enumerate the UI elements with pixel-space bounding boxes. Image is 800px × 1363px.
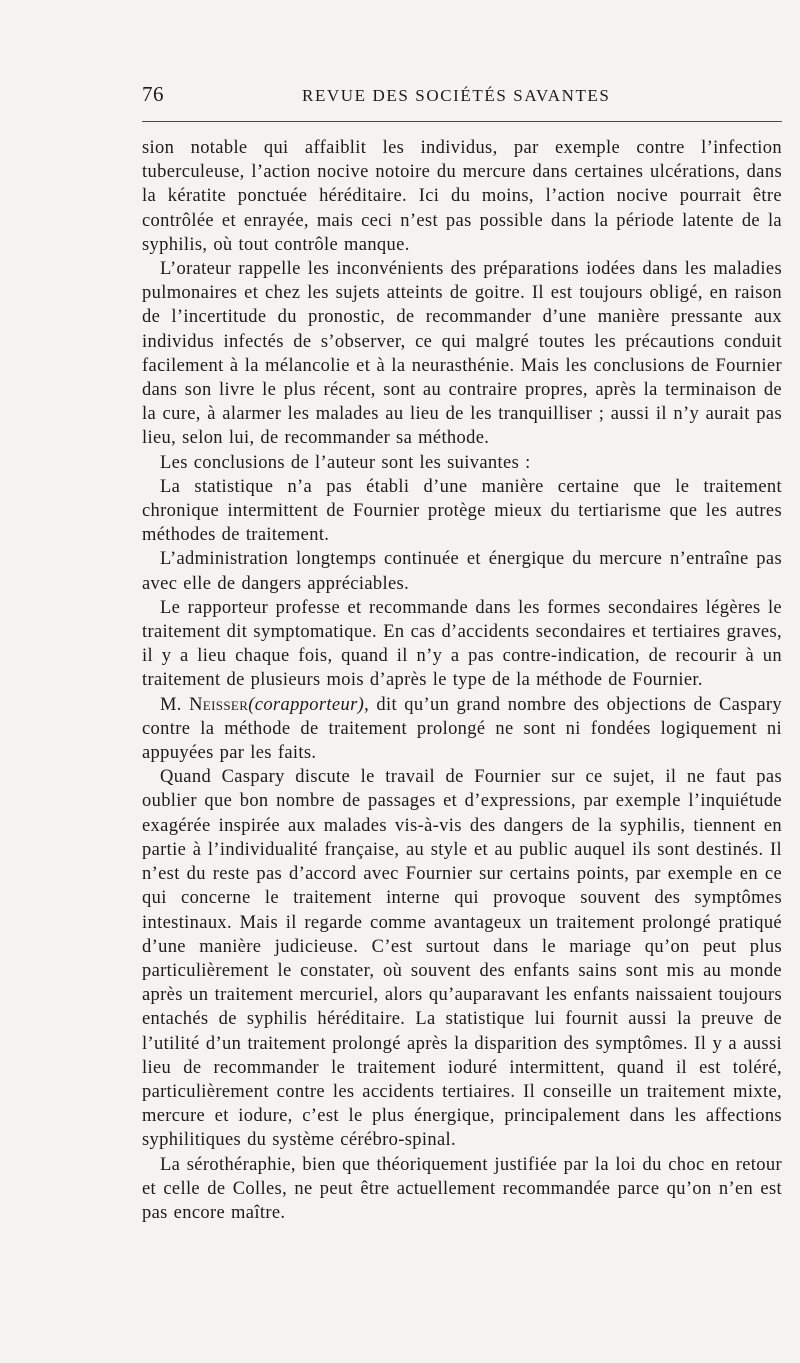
running-head: REVUE DES SOCIÉTÉS SAVANTES [302, 86, 611, 105]
paragraph-7-text: , dit qu’un grand nombre des objections de Caspary contre la méthode de traitement prolongé ne sont ni fondées logiquement ni appuyées par les faits. [142, 694, 783, 764]
paragraph-2: L’orateur rappelle les inconvénients des préparations iodées dans les maladies pulmonaires et chez les sujets atteints de goitre. Il est toujours obligé, en raison de l’incertitude du pronostic, de recommander d’une manière pressante aux individus infectés de s’observer, ce qui malgré toutes les précautions conduit facilement à la mélancolie et à la neurasthénie. Mais les conclusions de Fournier dans son livre le plus récent, sont au contraire propres, après la terminaison de la cure, à alarmer les malades au lieu de les tranquilliser ; aussi il n’y aurait pas lieu, selon lui, de recommander sa méthode. [142, 259, 782, 449]
paragraph-7 [142, 693, 782, 766]
body-text [142, 136, 782, 1225]
paragraph-9: La sérothéraphie, bien que théoriquement justifiée par la loi du choc en retour et celle de Colles, ne peut être actuellement recommandée parce qu’on n’en est pas encore maître. [142, 1154, 782, 1223]
paragraph-1: sion notable qui affaiblit les individus, par exemple contre l’infection tuberculeuse, l’action nocive notoire du mercure dans certaines ulcérations, dans la kératite ponctuée héréditaire. Ici du moins, l’action nocive pourrait être contrôlée et enrayée, mais ceci n’est pas possible dans la période latente de la syphilis, où tout contrôle manque. [142, 138, 782, 255]
paragraph-8: Quand Caspary discute le travail de Fournier sur ce sujet, il ne faut pas oublier que bon nombre de passages et d’expressions, par exemple l’inquiétude exagérée inspirée aux malades vis-à-vis des dangers de la syphilis, tiennent en partie à l’individualité française, au style et au public auquel ils sont destinés. Il n’est du reste pas d’accord avec Fournier sur certains points, par exemple en ce qui concerne le traitement interne qui provoque souvent des symptômes intestinaux. Mais il regarde comme avantageux un traitement prolongé pratiqué d’une manière judicieuse. C’est surtout dans le mariage qu’on peut plus particulièrement le constater, où souvent des enfants sains sont mis au monde après un traitement mercuriel, alors qu’auparavant les enfants naissaient toujours entachés de syphilis héréditaire. La statistique lui fournit aussi la preuve de l’utilité d’un traitement prolongé après la disparition des symptômes. Il y a aussi lieu de recommander le traitement ioduré intermittent, quand il est toléré, particulièrement contre les accidents tertiaires. Il conseille un traitement mixte, mercure et iodure, c’est le plus énergique, principalement dans les affections syphilitiques du système cérébro-spinal. [142, 767, 782, 1151]
speaker-role: (corapporteur) [248, 694, 365, 715]
speaker-name: Neisser [189, 694, 249, 715]
page-header [142, 78, 782, 110]
paragraph-6: Le rapporteur professe et recommande dans les formes secondaires légères le traitement dit symptomatique. En cas d’accidents secondaires et tertiaires graves, il y a lieu chaque fois, quand il n’y a pas contre-indication, de recourir à un traitement de plusieurs mois d’après le type de la méthode de Fournier. [142, 597, 782, 691]
paragraph-4: La statistique n’a pas établi d’une manière certaine que le traitement chronique intermittent de Fournier protège mieux du tertiarisme que les autres méthodes de traitement. [142, 476, 782, 546]
paragraph-5: L’administration longtemps continuée et énergique du mercure n’entraîne pas avec elle de dangers appréciables. [142, 549, 782, 594]
page-number: 76 [142, 82, 164, 106]
paragraph-7-prefix: M. [160, 694, 190, 715]
header-rule [142, 121, 782, 122]
paragraph-3: Les conclusions de l’auteur sont les suivantes : [160, 452, 531, 473]
